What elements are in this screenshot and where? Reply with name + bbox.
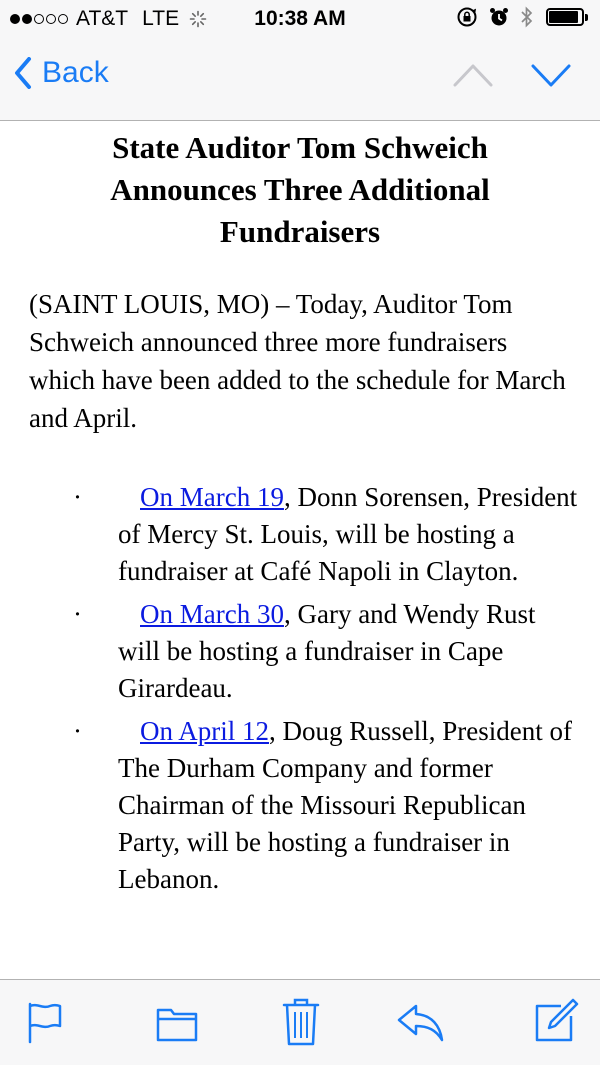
message-body[interactable] — [0, 121, 600, 979]
event-date-link[interactable]: On March 19 — [140, 482, 284, 512]
previous-message-button[interactable] — [452, 62, 494, 93]
event-item — [0, 479, 600, 590]
event-date-link[interactable]: On March 30 — [140, 599, 284, 629]
rotation-lock-icon — [456, 6, 478, 28]
reply-icon — [396, 1002, 446, 1046]
bullet-icon: · — [73, 482, 82, 512]
event-item — [0, 713, 600, 898]
event-item — [0, 596, 600, 707]
compose-button[interactable] — [533, 994, 579, 1049]
chevron-down-icon — [530, 62, 572, 88]
trash-button[interactable] — [281, 996, 321, 1053]
article-headline: State Auditor Tom Schweich Announces Three Additional Fundraisers — [110, 130, 490, 249]
event-description: , Gary and Wendy Rust will be hosting a fundraiser in Cape Girardeau. — [118, 599, 536, 703]
status-right — [446, 6, 588, 28]
network-type: LTE — [142, 7, 180, 30]
reply-button[interactable] — [396, 1002, 446, 1051]
alarm-icon — [488, 6, 510, 28]
event-list — [0, 479, 600, 898]
event-date-link[interactable]: On April 12 — [140, 716, 270, 746]
move-to-folder-button[interactable] — [156, 1004, 198, 1049]
event-description: , Doug Russell, President of The Durham Company and former Chairman of the Missouri Republican Party, will be hosting a fundraiser in Lebanon. — [118, 716, 573, 894]
event-description: , Donn Sorensen, President of Mercy St. Louis, will be hosting a fundraiser at Café Napoli in Clayton. — [118, 482, 578, 586]
back-button[interactable] — [14, 56, 109, 90]
chevron-up-icon — [452, 62, 494, 88]
back-button-label: Back — [42, 56, 109, 89]
bullet-icon: · — [73, 716, 82, 746]
status-bar — [0, 0, 600, 38]
carrier-name: AT&T — [76, 7, 129, 30]
chevron-left-icon — [14, 57, 32, 89]
folder-icon — [156, 1004, 198, 1044]
trash-icon — [281, 996, 321, 1048]
bluetooth-icon — [520, 6, 534, 28]
next-message-button[interactable] — [530, 62, 572, 93]
article-intro: (SAINT LOUIS, MO) – Today, Auditor Tom Schweich announced three more fundraisers which have been added to the schedule for March and April. — [29, 289, 566, 433]
navigation-bar — [0, 38, 600, 121]
flag-icon — [25, 1000, 65, 1046]
compose-icon — [533, 994, 579, 1044]
flag-button[interactable] — [25, 1000, 65, 1051]
mail-toolbar — [0, 979, 600, 1065]
battery-indicator — [546, 8, 588, 26]
bullet-icon: · — [73, 599, 82, 629]
status-time: 10:38 AM — [254, 7, 346, 30]
